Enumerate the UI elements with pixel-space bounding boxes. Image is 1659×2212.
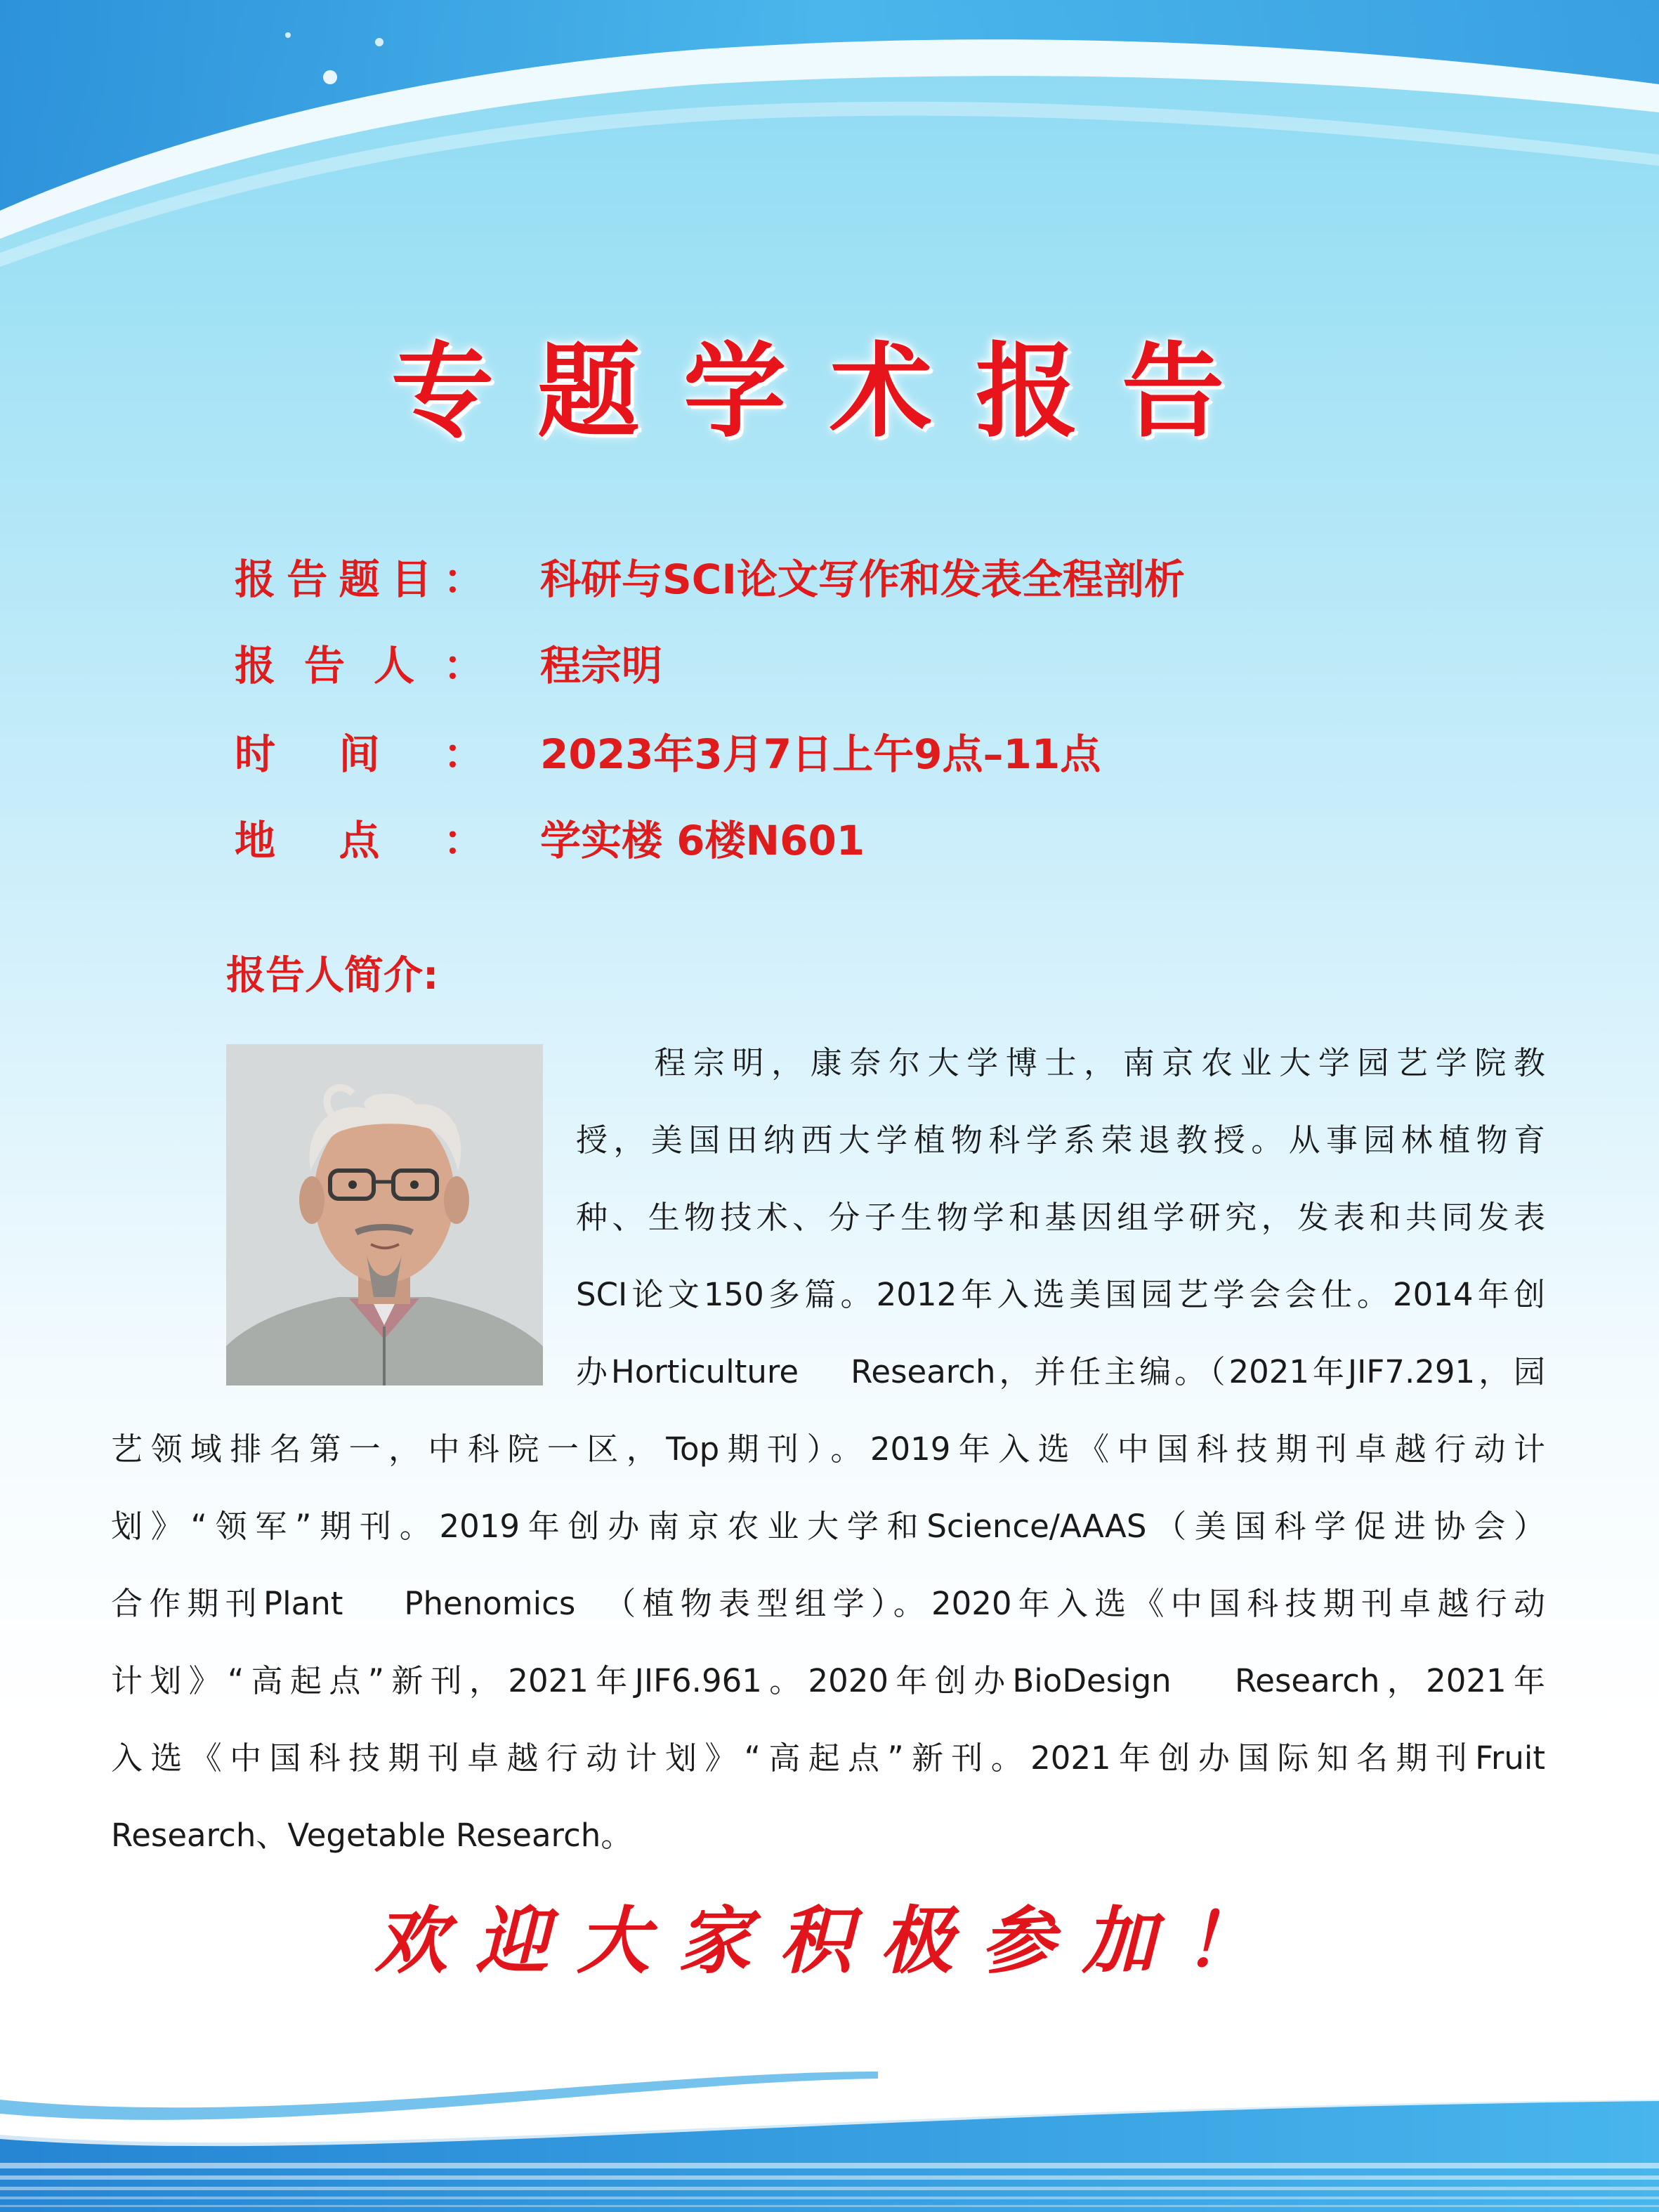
bio-heading: 报告人简介: xyxy=(226,953,439,999)
bio-line: 合作期刊Plant Phenomics （植物表型组学）。2020年入选《中国科技期刊卓越行动 xyxy=(111,1585,1545,1622)
info-value-speaker: 程宗明 xyxy=(540,642,663,690)
bottom-wave-decoration xyxy=(0,2058,1659,2212)
bio-line: 程宗明，康奈尔大学博士，南京农业大学园艺学院教 xyxy=(576,1044,1545,1081)
info-value-time: 2023年3月7日上午9点–11点 xyxy=(540,730,1101,778)
bio-line: 办Horticulture Research，并任主编。（2021年JIF7.291，园 xyxy=(576,1353,1545,1390)
info-label-speaker: 报 告 人 ： xyxy=(235,642,484,690)
info-value-topic: 科研与SCI论文写作和发表全程剖析 xyxy=(540,555,1185,603)
bio-line: 授，美国田纳西大学植物科学系荣退教授。从事园林植物育 xyxy=(576,1121,1545,1159)
poster-title: 专题学术报告 xyxy=(391,332,1268,452)
info-label-topic: 报 告 题 目 ： xyxy=(235,555,484,603)
info-label-time: 时 间 ： xyxy=(235,730,484,778)
bio-line: SCI论文150多篇。2012年入选美国园艺学会会仕。2014年创 xyxy=(576,1276,1545,1313)
speaker-photo xyxy=(226,1044,543,1385)
welcome-slogan: 欢迎大家积极参加！ xyxy=(374,1897,1285,1984)
top-wave-decoration xyxy=(0,0,1659,295)
info-label-location: 地 点 ： xyxy=(235,817,484,864)
bio-line: 入选《中国科技期刊卓越行动计划》“高起点”新刊。2021年创办国际知名期刊Fruit xyxy=(111,1739,1545,1777)
bio-text-full-width xyxy=(111,1411,1545,1874)
bio-text-beside-photo xyxy=(576,1025,1545,1411)
bio-line: 划》“领军”期刊。2019年创办南京农业大学和Science/AAAS（美国科学促进协会） xyxy=(111,1508,1545,1545)
info-value-location: 学实楼 6楼N601 xyxy=(540,817,865,864)
bio-line: 艺领域排名第一，中科院一区，Top期刊）。2019年入选《中国科技期刊卓越行动计 xyxy=(111,1430,1545,1468)
bio-line: 计划》“高起点”新刊，2021年JIF6.961。2020年创办BioDesign Research，2021年 xyxy=(111,1662,1545,1699)
bio-line-last: Research、Vegetable Research。 xyxy=(111,1817,633,1854)
bio-line: 种、生物技术、分子生物学和基因组学研究，发表和共同发表 xyxy=(576,1199,1545,1236)
